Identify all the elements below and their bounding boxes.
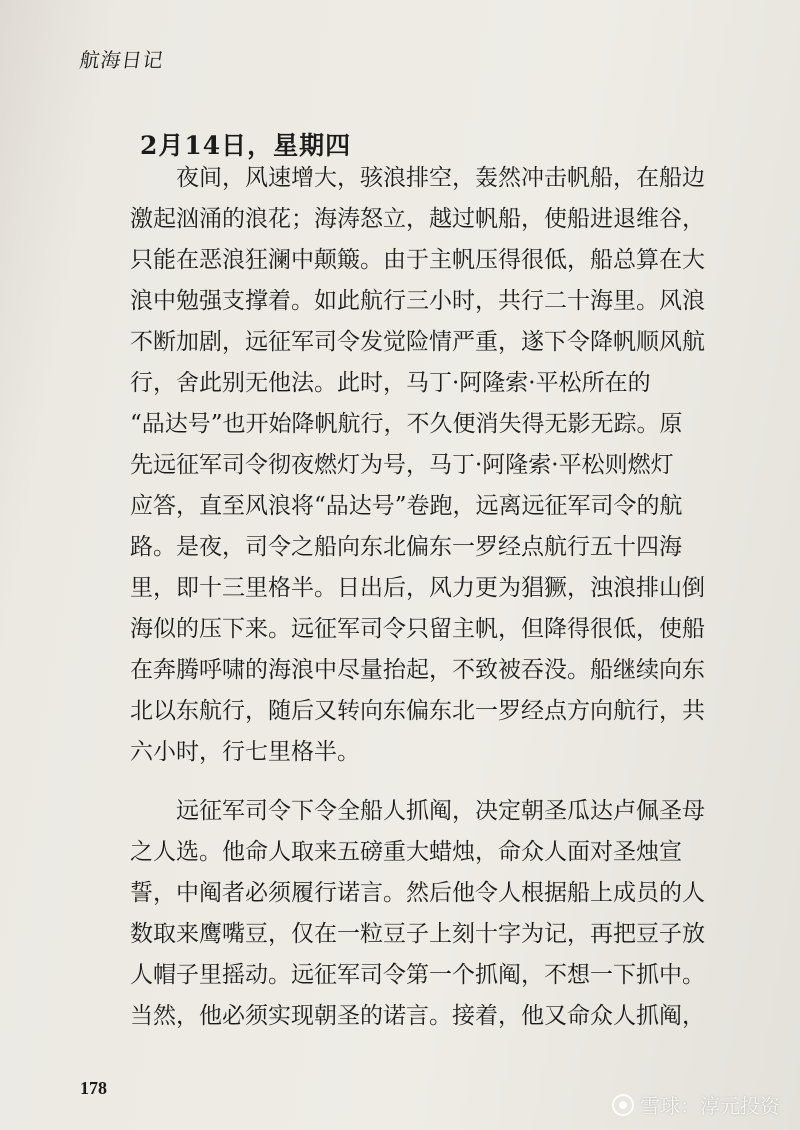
text-line: 路。是夜，司令之船向东北偏东一罗经点航行五十四海	[130, 534, 682, 560]
text-line: 远征军司令下令全船人抓阄，决定朝圣瓜达卢佩圣母	[176, 798, 705, 824]
running-header: 航海日记	[78, 48, 166, 72]
entry-body	[130, 158, 750, 1037]
paragraph	[130, 158, 750, 773]
text-line: 夜间，风速增大，骇浪排空，轰然冲击帆船，在船边	[176, 165, 705, 191]
page-number: 178	[80, 1078, 107, 1098]
text-line: 六小时，行七里格半。	[130, 739, 360, 765]
snowball-logo-icon	[612, 1094, 634, 1116]
text-line: 行，舍此别无他法。此时，马丁·阿隆索·平松所在的	[130, 370, 651, 396]
text-line: 先远征军司令彻夜燃灯为号，马丁·阿隆索·平松则燃灯	[130, 452, 674, 478]
watermark	[612, 1090, 780, 1119]
text-line: 浪中勉强支撑着。如此航行三小时，共行二十海里。风浪	[130, 288, 705, 314]
text-line: 应答，直至风浪将“品达号”卷跑，远离远征军司令的航	[130, 493, 683, 519]
text-line: 只能在恶浪狂澜中颠簸。由于主帆压得很低，船总算在大	[130, 247, 705, 273]
text-line: 北以东航行，随后又转向东偏东北一罗经点方向航行，共	[130, 698, 705, 724]
text-line: “品达号”也开始降帆航行，不久便消失得无影无踪。原	[130, 411, 683, 437]
text-line: 在奔腾呼啸的海浪中尽量抬起，不致被吞没。船继续向东	[130, 657, 705, 683]
text-line: 海似的压下来。远征军司令只留主帆，但降得很低，使船	[130, 616, 705, 642]
text-line: 人帽子里摇动。远征军司令第一个抓阄，不想一下抓中。	[130, 962, 705, 988]
paragraph-gap	[130, 773, 750, 791]
text-line: 誓，中阄者必须履行诺言。然后他令人根据船上成员的人	[130, 880, 705, 906]
text-line: 当然，他必须实现朝圣的诺言。接着，他又命众人抓阄，	[130, 1003, 705, 1029]
text-line: 不断加剧，远征军司令发觉险情严重，遂下令降帆顺风航	[130, 329, 705, 355]
text-line: 里，即十三里格半。日出后，风力更为猖獗，浊浪排山倒	[130, 575, 705, 601]
entry-date-heading: 2月14日，星期四	[140, 131, 352, 160]
text-line: 数取来鹰嘴豆，仅在一粒豆子上刻十字为记，再把豆子放	[130, 921, 705, 947]
paragraph	[130, 791, 750, 1037]
text-line: 激起汹涌的浪花；海涛怒立，越过帆船，使船进退维谷，	[130, 206, 705, 232]
text-line: 之人选。他命人取来五磅重大蜡烛，命众人面对圣烛宣	[130, 839, 682, 865]
watermark-text: 雪球：淳元投资	[640, 1094, 780, 1118]
